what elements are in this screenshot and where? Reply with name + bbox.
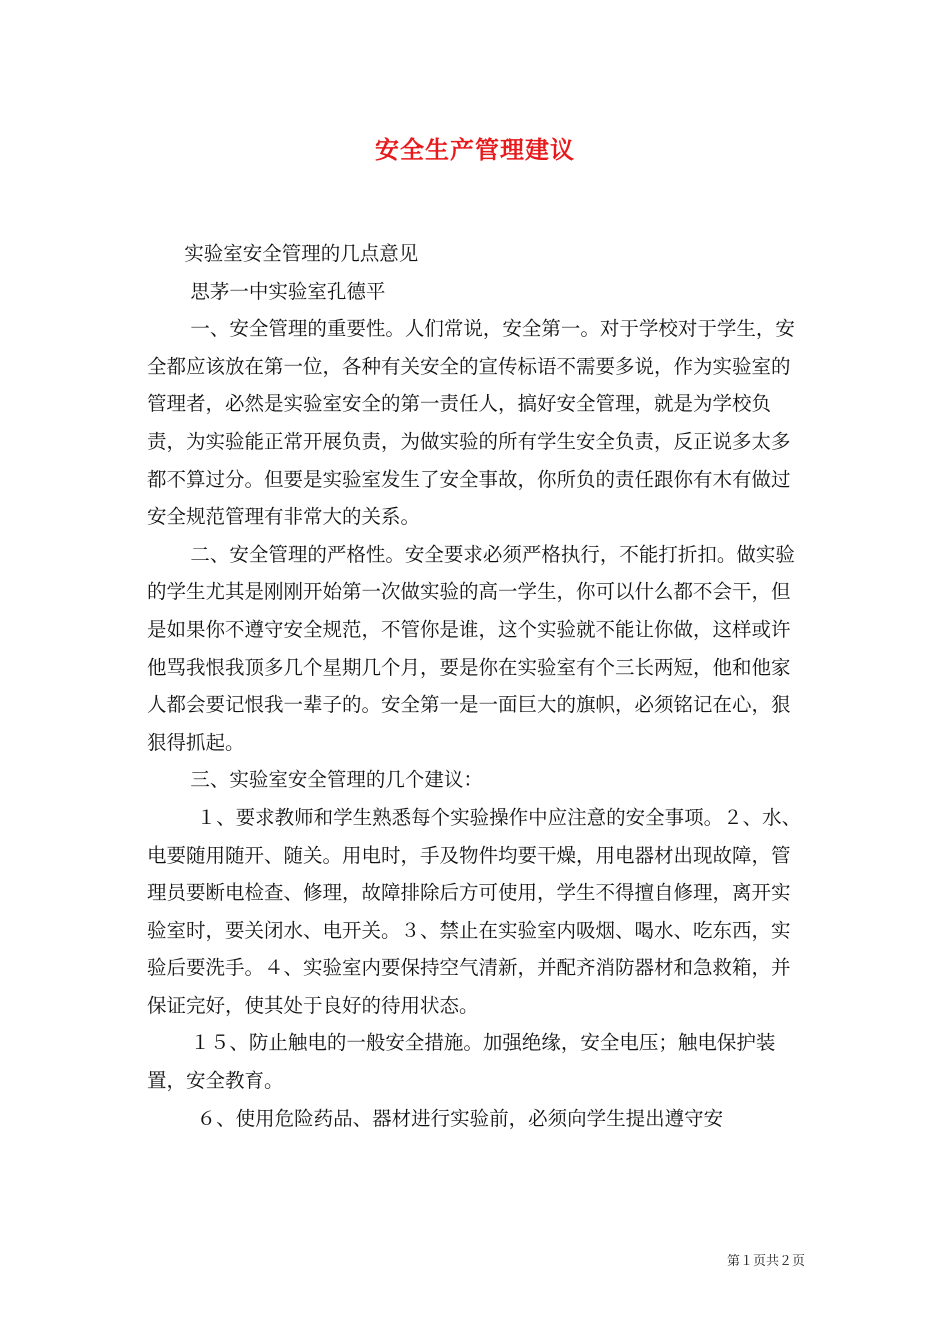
paragraph-section-3-heading: 三、实验室安全管理的几个建议： — [147, 768, 483, 792]
page-number: 第１页共２页 — [726, 1254, 805, 1269]
paragraph-suggestion-15: １５、防止触电的一般安全措施。加强绝缘，安全电压；触电保护装置，安全教育。 — [147, 1031, 776, 1093]
paragraph-author: 思茅一中实验室孔德平 — [147, 279, 386, 303]
document-title: 安全生产管理建议 — [375, 135, 575, 164]
document-body — [147, 235, 807, 1137]
paragraph-heading: 实验室安全管理的几点意见 — [147, 242, 419, 265]
paragraph-section-2: 二、安全管理的严格性。安全要求必须严格执行，不能打折扣。做实验的学生尤其是刚刚开始第一次做实验的高一学生，你可以什么都不会干，但是如果你不遵守安全规范，不管你是谁，这个实验就不能让你做，这样或许他骂我恨我顶多几个星期几个月，要是你在实验室有个三长两短，他和他家人都会要记恨我一辈子的。安全第一是一面巨大的旗帜，必须铭记在心，狠狠得抓起。 — [147, 542, 795, 754]
paragraph-section-1: 一、安全管理的重要性。人们常说，安全第一。对于学校对于学生，安全都应该放在第一位，各种有关安全的宣传标语不需要多说，作为实验室的管理者，必然是实验室安全的第一责任人，搞好安全管理，就是为学校负责，为实验能正常开展负责，为做实验的所有学生安全负责，反正说多太多都不算过分。但要是实验室发生了安全事故，你所负的责任跟你有木有做过安全规范管理有非常大的关系。 — [147, 317, 795, 529]
paragraph-suggestions: １、要求教师和学生熟悉每个实验操作中应注意的安全事项。２、水、电要随用随开、随关。用电时，手及物件均要干燥，用电器材出现故障，管理员要断电检查、修理，故障排除后方可使用，学生不得擅自修理，离开实验室时，要关闭水、电开关。３、禁止在实验室内吸烟、喝水、吃东西，实验后要洗手。４、实验室内要保持空气清新，并配齐消防器材和急救箱，并保证完好，使其处于良好的待用状态。 — [147, 805, 802, 1017]
paragraph-suggestion-6: ６、使用危险药品、器材进行实验前，必须向学生提出遵守安 — [147, 1106, 724, 1130]
